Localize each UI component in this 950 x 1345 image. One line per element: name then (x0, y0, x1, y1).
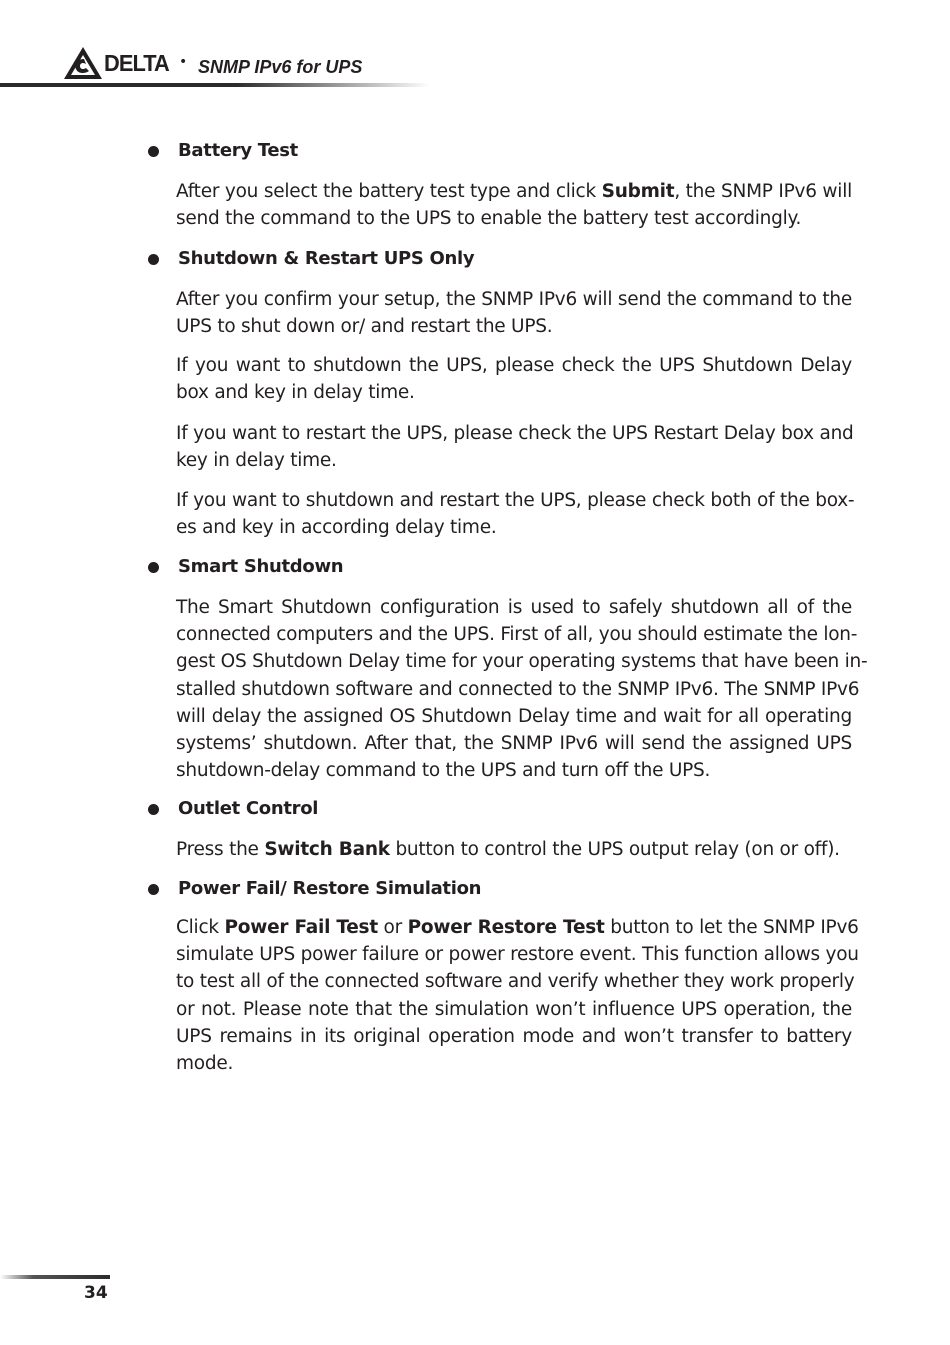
paragraph-shutdown-restart-ups-only (176, 487, 855, 541)
section-title-outlet-control: Outlet Control (178, 798, 319, 819)
delta-logo-icon (63, 46, 103, 80)
page-header (0, 40, 950, 92)
bullet-icon (148, 254, 159, 265)
text-line: If you want to shutdown and restart the UPS, please check both of the box- (176, 490, 855, 511)
paragraph-shutdown-restart-ups-only (176, 286, 852, 340)
text-line: After you select the battery test type and click Submit, the SNMP IPv6 will (176, 181, 852, 202)
text-line: es and key in according delay time. (176, 517, 497, 539)
text-line: stalled shutdown software and connected to the SNMP IPv6. The SNMP IPv6 (176, 678, 860, 700)
paragraph-shutdown-restart-ups-only (176, 352, 852, 406)
text-line: to test all of the connected software and verify whether they work properly (176, 971, 855, 993)
text-line: The Smart Shutdown configuration is used to safely shutdown all of the (176, 597, 852, 618)
bold-term: Power Fail Test (224, 917, 378, 938)
text-line: If you want to restart the UPS, please check the UPS Restart Delay box and (176, 423, 854, 444)
section-title-battery-test: Battery Test (178, 140, 298, 161)
paragraph-battery-test (176, 178, 852, 232)
text-line: If you want to shutdown the UPS, please check the UPS Shutdown Delay (176, 355, 852, 376)
paragraph-smart-shutdown (176, 594, 868, 784)
paragraph-outlet-control (176, 836, 852, 863)
text-line: or not. Please note that the simulation won’t influence UPS operation, the (176, 998, 852, 1020)
bullet-icon (148, 884, 159, 895)
header-separator: • (179, 54, 188, 70)
text-line: UPS to shut down or/ and restart the UPS. (176, 316, 553, 338)
text-line: Press the Switch Bank button to control the UPS output relay (on or off). (176, 839, 840, 860)
bullet-icon (148, 804, 159, 815)
text-line: box and key in delay time. (176, 382, 415, 404)
text-line: Click Power Fail Test or Power Restore Test button to let the SNMP IPv6 (176, 917, 859, 938)
text-line: key in delay time. (176, 450, 337, 472)
bullet-icon (148, 562, 159, 573)
bold-term: Submit (601, 181, 675, 202)
page-number: 34 (84, 1283, 108, 1303)
paragraph-power-fail-restore-simulation (176, 914, 859, 1077)
bold-term: Switch Bank (264, 839, 390, 860)
text-line: After you confirm your setup, the SNMP IPv6 will send the command to the (176, 289, 852, 310)
text-line: simulate UPS power failure or power restore event. This function allows you (176, 944, 859, 966)
text-line: connected computers and the UPS. First of all, you should estimate the lon- (176, 624, 858, 646)
bold-term: Power Restore Test (407, 917, 605, 938)
text-line: systems’ shutdown. After that, the SNMP IPv6 will send the assigned UPS (176, 733, 852, 755)
bullet-icon (148, 146, 159, 157)
section-title-smart-shutdown: Smart Shutdown (178, 556, 344, 577)
header-rule (0, 83, 430, 87)
text-line: will delay the assigned OS Shutdown Delay time and wait for all operating (176, 705, 852, 727)
section-title-shutdown-restart-ups-only: Shutdown & Restart UPS Only (178, 248, 475, 269)
text-line: mode. (176, 1053, 234, 1075)
paragraph-shutdown-restart-ups-only (176, 420, 852, 474)
section-title-power-fail-restore-simulation: Power Fail/ Restore Simulation (178, 878, 482, 899)
brand-name: DELTA (104, 50, 169, 76)
document-title: SNMP IPv6 for UPS (198, 57, 363, 77)
text-line: shutdown-delay command to the UPS and turn off the UPS. (176, 760, 711, 782)
footer-rule (0, 1275, 110, 1279)
text-line: gest OS Shutdown Delay time for your operating systems that have been in- (176, 651, 868, 673)
text-line: UPS remains in its original operation mode and won’t transfer to battery (176, 1025, 852, 1047)
text-line: send the command to the UPS to enable the battery test accordingly. (176, 208, 802, 230)
